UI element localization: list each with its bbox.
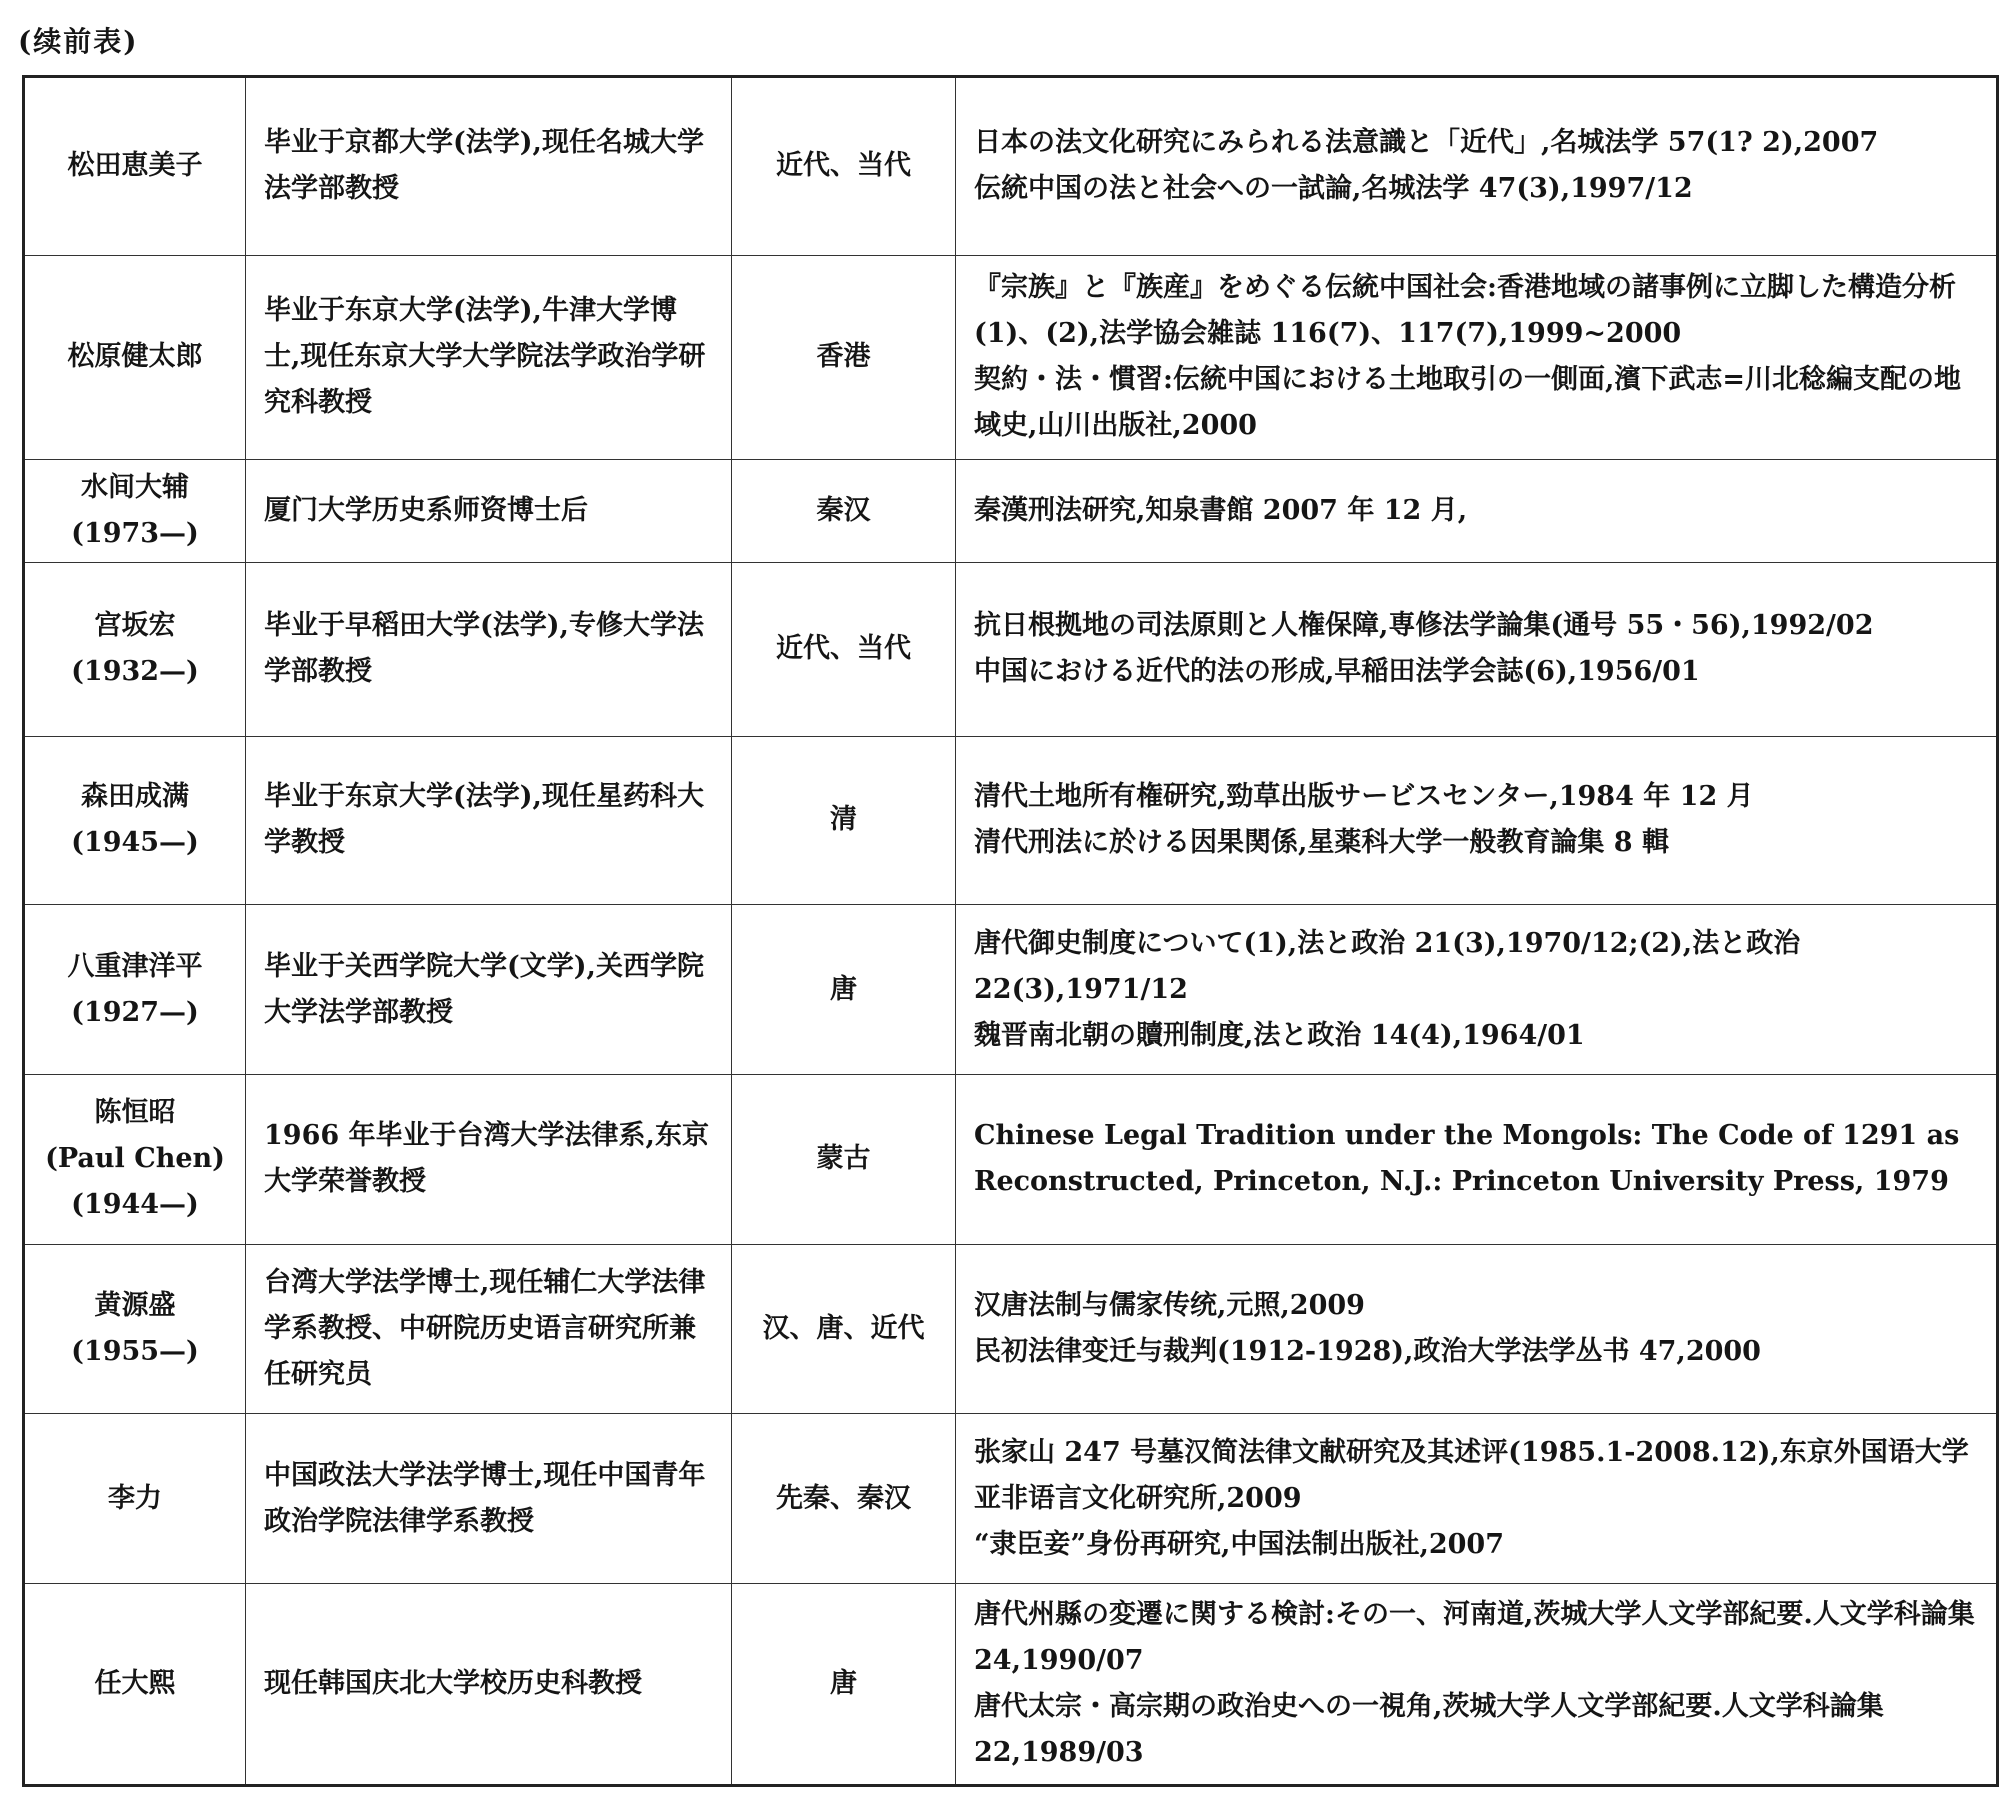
representative-works — [956, 459, 1998, 562]
scholar-background: 台湾大学法学博士,现任辅仁大学法律学系教授、中研院历史语言研究所兼任研究员 — [246, 1244, 732, 1414]
scholars-table — [22, 75, 1999, 1787]
table-row — [24, 1583, 1998, 1785]
scholar-background: 1966 年毕业于台湾大学法律系,东京大学荣誉教授 — [246, 1074, 732, 1244]
research-period: 唐 — [732, 905, 956, 1075]
scholar-name-line: 陈恒昭 — [94, 1097, 176, 1129]
work-entry: 民初法律变迁与裁判(1912-1928),政治大学法学丛书 47,2000 — [974, 1335, 1761, 1367]
table-caption: (续前表) — [18, 25, 139, 58]
research-period: 先秦、秦汉 — [732, 1414, 956, 1584]
scholar-name — [24, 562, 246, 736]
scholar-name-line: 松原健太郎 — [67, 341, 203, 373]
scholar-lifespan: (1927—) — [71, 996, 199, 1028]
scholar-name-line: 宫坂宏 — [94, 610, 176, 642]
scholar-name — [24, 1583, 246, 1785]
work-entry: “隶臣妾”身份再研究,中国法制出版社,2007 — [974, 1528, 1505, 1560]
work-entry: 唐代御史制度について(1),法と政治 21(3),1970/12;(2),法と政治 22(3),1971/12 — [974, 927, 1801, 1005]
scholar-name-line: 松田恵美子 — [67, 150, 203, 182]
research-period: 近代、当代 — [732, 562, 956, 736]
scholar-background: 毕业于东京大学(法学),牛津大学博士,现任东京大学大学院法学政治学研究科教授 — [246, 255, 732, 459]
representative-works — [956, 736, 1998, 905]
table-row — [24, 255, 1998, 459]
scholar-name — [24, 1414, 246, 1584]
work-entry: 清代土地所有権研究,勁草出版サービスセンター,1984 年 12 月 — [974, 781, 1754, 813]
table-row — [24, 77, 1998, 256]
research-period: 香港 — [732, 255, 956, 459]
work-entry: 清代刑法に於ける因果関係,星薬科大学一般教育論集 8 輯 — [974, 827, 1669, 859]
representative-works — [956, 255, 1998, 459]
work-entry: 张家山 247 号墓汉简法律文献研究及其述评(1985.1-2008.12),东京外国语大学亚非语言文化研究所,2009 — [974, 1436, 1969, 1514]
scholar-name — [24, 905, 246, 1075]
scholar-lifespan: (1955—) — [71, 1335, 199, 1367]
work-entry: 秦漢刑法研究,知泉書館 2007 年 12 月, — [974, 494, 1468, 526]
work-entry: 魏晋南北朝の贖刑制度,法と政治 14(4),1964/01 — [974, 1019, 1585, 1051]
representative-works — [956, 1583, 1998, 1785]
representative-works — [956, 1244, 1998, 1414]
table-row — [24, 736, 1998, 905]
work-entry: 中国における近代的法の形成,早稲田法学会誌(6),1956/01 — [974, 656, 1700, 688]
scholar-lifespan: (1944—) — [71, 1189, 199, 1221]
scholar-name-line: 水间大辅 — [81, 471, 189, 503]
work-entry: 汉唐法制与儒家传统,元照,2009 — [974, 1289, 1365, 1321]
scholar-name — [24, 1244, 246, 1414]
table-row — [24, 1244, 1998, 1414]
scholar-lifespan: (1973—) — [71, 517, 199, 549]
scholar-name — [24, 736, 246, 905]
representative-works — [956, 1414, 1998, 1584]
research-period: 近代、当代 — [732, 77, 956, 256]
scholar-background: 毕业于京都大学(法学),现任名城大学法学部教授 — [246, 77, 732, 256]
table-row — [24, 905, 1998, 1075]
representative-works — [956, 562, 1998, 736]
scholar-background: 毕业于东京大学(法学),现任星药科大学教授 — [246, 736, 732, 905]
scholar-name-line: 黄源盛 — [94, 1289, 176, 1321]
scholar-background: 毕业于关西学院大学(文学),关西学院大学法学部教授 — [246, 905, 732, 1075]
scholar-background: 现任韩国庆北大学校历史科教授 — [246, 1583, 732, 1785]
work-entry: Chinese Legal Tradition under the Mongols: The Code of 1291 as Reconstructed, Princeton, N.J.: Princeton University Press, 1979 — [974, 1120, 1960, 1198]
scholar-background: 厦门大学历史系师资博士后 — [246, 459, 732, 562]
representative-works — [956, 905, 1998, 1075]
work-entry: 唐代州縣の変遷に関する検討:その一、河南道,茨城大学人文学部紀要.人文学科論集 24,1990/07 — [974, 1598, 1975, 1676]
representative-works — [956, 1074, 1998, 1244]
work-entry: 『宗族』と『族産』をめぐる伝統中国社会:香港地域の諸事例に立脚した構造分析(1)、(2),法学協会雑誌 116(7)、117(7),1999~2000 — [974, 272, 1956, 350]
work-entry: 抗日根拠地の司法原則と人権保障,専修法学論集(通号 55・56),1992/02 — [974, 610, 1874, 642]
table-row — [24, 459, 1998, 562]
scholar-background: 中国政法大学法学博士,现任中国青年政治学院法律学系教授 — [246, 1414, 732, 1584]
scholar-name — [24, 1074, 246, 1244]
scholar-name — [24, 255, 246, 459]
research-period: 蒙古 — [732, 1074, 956, 1244]
research-period: 清 — [732, 736, 956, 905]
scholar-name-line: 八重津洋平 — [67, 950, 203, 982]
research-period: 唐 — [732, 1583, 956, 1785]
research-period: 秦汉 — [732, 459, 956, 562]
table-row — [24, 1414, 1998, 1584]
scholar-name — [24, 77, 246, 256]
scholar-alt-name: (Paul Chen) — [45, 1143, 225, 1175]
scholar-lifespan: (1945—) — [71, 827, 199, 859]
work-entry: 伝統中国の法と社会への一試論,名城法学 47(3),1997/12 — [974, 173, 1693, 205]
representative-works — [956, 77, 1998, 256]
work-entry: 唐代太宗・高宗期の政治史への一視角,茨城大学人文学部紀要.人文学科論集 22,1989/03 — [974, 1690, 1884, 1768]
work-entry: 契約・法・慣習:伝統中国における土地取引の一側面,濱下武志=川北稔編支配の地域史,山川出版社,2000 — [974, 364, 1961, 442]
scholar-lifespan: (1932—) — [71, 656, 199, 688]
scholar-name — [24, 459, 246, 562]
table-row — [24, 1074, 1998, 1244]
scholar-name-line: 李力 — [108, 1482, 162, 1514]
work-entry: 日本の法文化研究にみられる法意識と「近代」,名城法学 57(1? 2),2007 — [974, 127, 1879, 159]
research-period: 汉、唐、近代 — [732, 1244, 956, 1414]
scholar-name-line: 任大熙 — [94, 1667, 176, 1699]
table-row — [24, 562, 1998, 736]
scholar-background: 毕业于早稻田大学(法学),专修大学法学部教授 — [246, 562, 732, 736]
scholar-name-line: 森田成满 — [81, 781, 189, 813]
